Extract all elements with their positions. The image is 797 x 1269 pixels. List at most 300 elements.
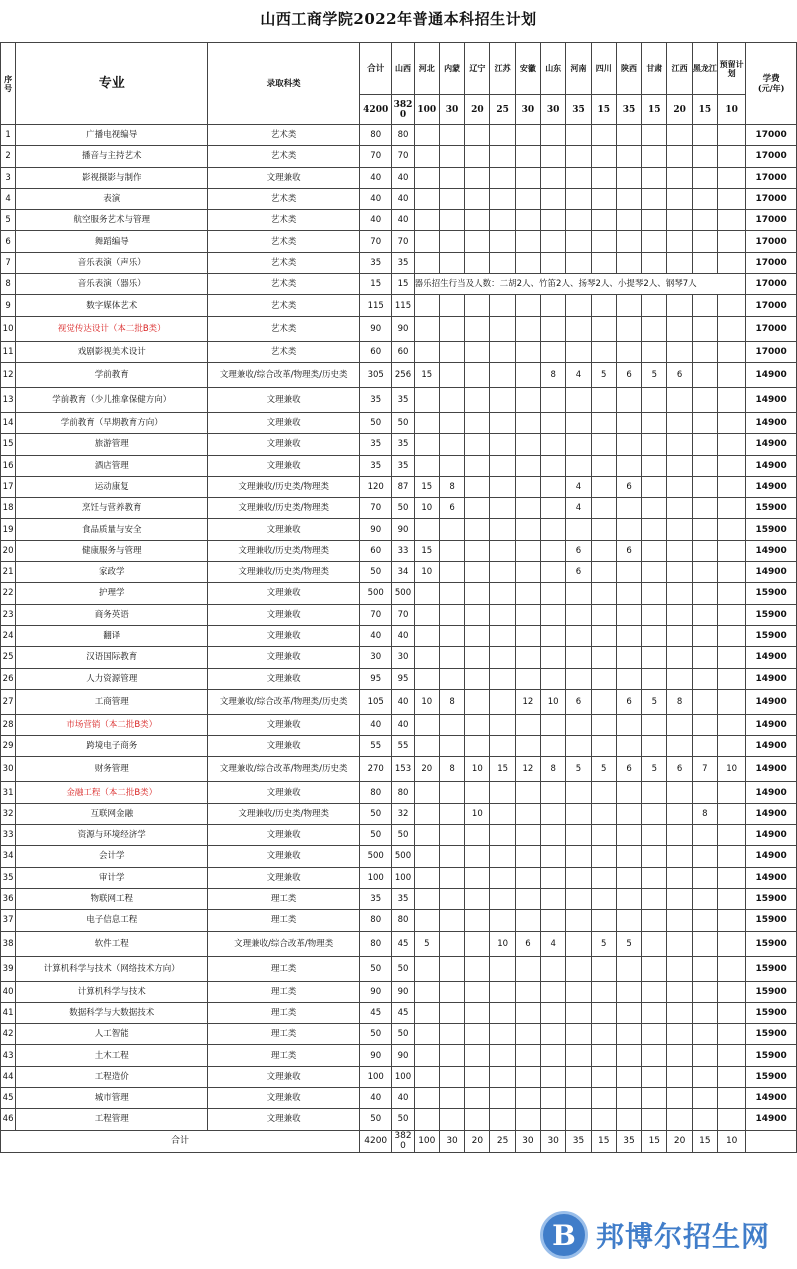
row-category: 文理兼收 xyxy=(208,825,360,846)
row-province-value: 50 xyxy=(392,1109,414,1130)
row-tuition: 17000 xyxy=(746,316,797,341)
row-province-value xyxy=(718,295,746,316)
row-total: 70 xyxy=(360,604,392,625)
row-province-value xyxy=(465,316,490,341)
row-province-value xyxy=(541,668,566,689)
row-province-value xyxy=(616,583,641,604)
row-province-value: 4 xyxy=(541,931,566,956)
header-province-value: 20 xyxy=(667,95,692,125)
row-province-value xyxy=(490,1109,515,1130)
row-province-value xyxy=(718,1024,746,1045)
row-province-value xyxy=(591,295,616,316)
row-province-value: 70 xyxy=(392,231,414,252)
row-major: 汉语国际教育 xyxy=(16,647,208,668)
row-province-value xyxy=(541,956,566,981)
row-province-value xyxy=(439,931,464,956)
row-province-value xyxy=(541,1024,566,1045)
row-province-value xyxy=(490,867,515,888)
table-row xyxy=(1,714,797,735)
row-province-value: 50 xyxy=(392,498,414,519)
row-province-value xyxy=(591,981,616,1002)
row-province-value xyxy=(414,714,439,735)
row-province-value xyxy=(642,625,667,646)
row-province-value xyxy=(718,647,746,668)
row-province-value xyxy=(490,362,515,387)
row-province-value xyxy=(414,647,439,668)
row-province-value xyxy=(414,910,439,931)
row-province-value xyxy=(616,803,641,824)
row-province-value xyxy=(591,736,616,757)
row-province-value: 40 xyxy=(392,714,414,735)
row-province-value xyxy=(591,341,616,362)
row-total: 40 xyxy=(360,188,392,209)
row-province-value xyxy=(642,476,667,497)
row-province-value xyxy=(591,714,616,735)
row-province-value xyxy=(591,803,616,824)
row-total: 90 xyxy=(360,316,392,341)
row-province-value: 32 xyxy=(392,803,414,824)
row-major: 学前教育（少儿推拿保健方向） xyxy=(16,387,208,412)
row-province-value xyxy=(692,825,717,846)
table-row xyxy=(1,736,797,757)
row-province-value xyxy=(667,1066,692,1087)
row-province-value xyxy=(541,540,566,561)
row-province-value xyxy=(566,668,591,689)
row-province-value xyxy=(692,295,717,316)
row-province-value: 5 xyxy=(616,931,641,956)
row-province-value xyxy=(515,341,540,362)
table-body xyxy=(1,125,797,1153)
row-total: 60 xyxy=(360,341,392,362)
row-province-value xyxy=(541,455,566,476)
row-major: 人力资源管理 xyxy=(16,668,208,689)
row-province-value xyxy=(541,476,566,497)
row-province-value xyxy=(566,412,591,433)
row-province-value xyxy=(692,562,717,583)
row-category: 文理兼收/历史类/物理类 xyxy=(208,476,360,497)
row-province-value xyxy=(439,434,464,455)
row-province-value xyxy=(566,604,591,625)
row-province-value xyxy=(439,825,464,846)
row-province-value xyxy=(414,316,439,341)
row-major: 酒店管理 xyxy=(16,455,208,476)
row-category: 文理兼收/历史类/物理类 xyxy=(208,498,360,519)
row-major: 人工智能 xyxy=(16,1024,208,1045)
row-major: 翻译 xyxy=(16,625,208,646)
total-province-value: 30 xyxy=(541,1130,566,1152)
row-province-value xyxy=(515,846,540,867)
row-province-value xyxy=(414,956,439,981)
row-province-value xyxy=(566,210,591,231)
header-province: 预留计划 xyxy=(718,43,746,95)
row-province-value xyxy=(692,888,717,909)
row-province-value xyxy=(616,412,641,433)
row-province-value xyxy=(541,604,566,625)
table-row xyxy=(1,188,797,209)
row-province-value xyxy=(414,736,439,757)
total-province-value: 15 xyxy=(591,1130,616,1152)
row-province-value xyxy=(692,387,717,412)
row-province-value: 5 xyxy=(591,362,616,387)
row-province-value xyxy=(692,668,717,689)
row-province-value xyxy=(642,519,667,540)
row-province-value xyxy=(439,252,464,273)
row-seq: 38 xyxy=(1,931,16,956)
row-major: 会计学 xyxy=(16,846,208,867)
row-total: 35 xyxy=(360,455,392,476)
row-tuition: 14900 xyxy=(746,736,797,757)
row-province-value xyxy=(490,910,515,931)
row-province-value xyxy=(490,803,515,824)
row-province-value: 35 xyxy=(392,387,414,412)
row-province-value xyxy=(566,1066,591,1087)
row-province-value xyxy=(439,956,464,981)
row-category: 文理兼收/综合改革/物理类/历史类 xyxy=(208,362,360,387)
header-province: 陕西 xyxy=(616,43,641,95)
watermark-logo-icon: B xyxy=(540,1211,588,1259)
row-province-value xyxy=(439,1002,464,1023)
row-total: 40 xyxy=(360,714,392,735)
row-province-value xyxy=(465,498,490,519)
row-province-value xyxy=(616,910,641,931)
table-row xyxy=(1,341,797,362)
row-tuition: 17000 xyxy=(746,274,797,295)
row-province-value xyxy=(566,1002,591,1023)
row-province-value xyxy=(718,434,746,455)
row-major: 家政学 xyxy=(16,562,208,583)
row-province-value xyxy=(439,1024,464,1045)
row-province-value xyxy=(465,125,490,146)
row-province-value xyxy=(591,867,616,888)
row-province-value xyxy=(718,146,746,167)
row-category: 艺术类 xyxy=(208,316,360,341)
header-province-value: 15 xyxy=(642,95,667,125)
row-province-value xyxy=(541,434,566,455)
row-province-value xyxy=(692,736,717,757)
row-province-value xyxy=(490,1002,515,1023)
header-province: 黑龙江 xyxy=(692,43,717,95)
row-province-value xyxy=(439,736,464,757)
row-seq: 25 xyxy=(1,647,16,668)
row-category: 文理兼收 xyxy=(208,455,360,476)
row-province-value xyxy=(515,583,540,604)
row-province-value xyxy=(692,1045,717,1066)
row-total: 60 xyxy=(360,540,392,561)
row-category: 理工类 xyxy=(208,1045,360,1066)
row-province-value xyxy=(616,1024,641,1045)
table-row xyxy=(1,146,797,167)
row-total: 45 xyxy=(360,1002,392,1023)
row-total: 50 xyxy=(360,1109,392,1130)
row-province-value xyxy=(566,910,591,931)
row-major: 资源与环境经济学 xyxy=(16,825,208,846)
row-province-value xyxy=(541,888,566,909)
row-major: 计算机科学与技术 xyxy=(16,981,208,1002)
row-seq: 45 xyxy=(1,1087,16,1108)
row-total: 35 xyxy=(360,888,392,909)
row-province-value: 5 xyxy=(591,931,616,956)
row-province-value xyxy=(616,210,641,231)
row-total: 270 xyxy=(360,757,392,782)
row-province-value xyxy=(515,252,540,273)
table-row xyxy=(1,604,797,625)
watermark-text: 邦博尔招生网 xyxy=(596,1220,771,1253)
row-category: 文理兼收 xyxy=(208,647,360,668)
row-province-value xyxy=(667,1024,692,1045)
row-province-value xyxy=(718,412,746,433)
row-major: 数字媒体艺术 xyxy=(16,295,208,316)
row-tuition: 15900 xyxy=(746,1002,797,1023)
total-province-value: 10 xyxy=(718,1130,746,1152)
row-province-value xyxy=(667,540,692,561)
row-province-value xyxy=(616,252,641,273)
row-province-value xyxy=(515,188,540,209)
row-province-value xyxy=(465,888,490,909)
row-province-value xyxy=(642,867,667,888)
row-tuition: 15900 xyxy=(746,1045,797,1066)
row-province-value xyxy=(465,1024,490,1045)
row-province-value: 15 xyxy=(414,476,439,497)
header-province: 河南 xyxy=(566,43,591,95)
row-province-value: 45 xyxy=(392,931,414,956)
row-province-value xyxy=(490,1087,515,1108)
row-seq: 34 xyxy=(1,846,16,867)
row-province-value xyxy=(642,1087,667,1108)
row-seq: 11 xyxy=(1,341,16,362)
row-province-value xyxy=(642,210,667,231)
row-province-value: 6 xyxy=(667,362,692,387)
table-row xyxy=(1,167,797,188)
row-category: 文理兼收 xyxy=(208,412,360,433)
row-tuition: 17000 xyxy=(746,231,797,252)
row-province-value: 35 xyxy=(392,888,414,909)
row-province-value xyxy=(515,387,540,412)
row-tuition: 14900 xyxy=(746,825,797,846)
row-province-value xyxy=(692,782,717,803)
row-major: 互联网金融 xyxy=(16,803,208,824)
row-tuition: 14900 xyxy=(746,362,797,387)
row-total: 50 xyxy=(360,956,392,981)
row-province-value xyxy=(515,803,540,824)
row-province-value xyxy=(566,295,591,316)
row-province-value xyxy=(414,387,439,412)
row-province-value xyxy=(642,981,667,1002)
row-province-value xyxy=(718,1087,746,1108)
row-total: 55 xyxy=(360,736,392,757)
row-province-value xyxy=(465,782,490,803)
row-province-value: 70 xyxy=(392,146,414,167)
row-province-value xyxy=(439,714,464,735)
row-province-value xyxy=(642,167,667,188)
table-row xyxy=(1,647,797,668)
total-tuition-empty xyxy=(746,1130,797,1152)
row-total: 500 xyxy=(360,583,392,604)
row-province-value xyxy=(667,647,692,668)
header-province-value: 25 xyxy=(490,95,515,125)
row-province-value xyxy=(692,476,717,497)
row-province-value xyxy=(591,1066,616,1087)
row-province-value xyxy=(439,1109,464,1130)
row-province-value xyxy=(667,668,692,689)
row-province-value xyxy=(591,1045,616,1066)
row-province-value xyxy=(515,412,540,433)
row-province-value xyxy=(642,1066,667,1087)
row-province-value xyxy=(414,295,439,316)
row-province-value xyxy=(566,455,591,476)
row-major: 戏剧影视美术设计 xyxy=(16,341,208,362)
row-province-value xyxy=(692,910,717,931)
row-province-value xyxy=(718,188,746,209)
row-category: 理工类 xyxy=(208,910,360,931)
row-province-value xyxy=(465,910,490,931)
row-tuition: 15900 xyxy=(746,498,797,519)
row-province-value xyxy=(541,146,566,167)
row-province-value xyxy=(667,910,692,931)
row-total: 80 xyxy=(360,931,392,956)
table-row xyxy=(1,689,797,714)
row-province-value xyxy=(642,1024,667,1045)
row-tuition: 14900 xyxy=(746,455,797,476)
row-province-value: 7 xyxy=(692,757,717,782)
row-seq: 14 xyxy=(1,412,16,433)
row-province-value xyxy=(616,498,641,519)
row-province-value xyxy=(490,341,515,362)
row-province-value xyxy=(718,668,746,689)
header-province: 江西 xyxy=(667,43,692,95)
row-province-value xyxy=(439,295,464,316)
row-category: 理工类 xyxy=(208,981,360,1002)
header-province-value: 100 xyxy=(414,95,439,125)
row-province-value xyxy=(439,910,464,931)
row-province-value: 115 xyxy=(392,295,414,316)
row-province-value: 500 xyxy=(392,583,414,604)
row-province-value xyxy=(515,981,540,1002)
row-total: 15 xyxy=(360,274,392,295)
row-province-value xyxy=(616,125,641,146)
header-province-value: 30 xyxy=(541,95,566,125)
row-category: 文理兼收/综合改革/物理类/历史类 xyxy=(208,689,360,714)
row-province-value: 35 xyxy=(392,434,414,455)
table-row xyxy=(1,981,797,1002)
table-row xyxy=(1,668,797,689)
row-province-value xyxy=(515,782,540,803)
row-province-value: 100 xyxy=(392,1066,414,1087)
header-province: 山东 xyxy=(541,43,566,95)
row-province-value xyxy=(465,1109,490,1130)
row-province-value xyxy=(465,167,490,188)
row-province-value xyxy=(515,736,540,757)
row-province-value: 6 xyxy=(515,931,540,956)
row-tuition: 17000 xyxy=(746,341,797,362)
row-province-value xyxy=(515,231,540,252)
row-province-value xyxy=(591,825,616,846)
row-province-value xyxy=(490,167,515,188)
row-province-value xyxy=(591,540,616,561)
row-province-value: 20 xyxy=(414,757,439,782)
row-province-value xyxy=(414,583,439,604)
row-province-value xyxy=(414,625,439,646)
row-total: 70 xyxy=(360,146,392,167)
row-province-value xyxy=(541,252,566,273)
row-province-value: 70 xyxy=(392,604,414,625)
row-province-value xyxy=(667,316,692,341)
row-seq: 7 xyxy=(1,252,16,273)
row-category: 文理兼收 xyxy=(208,1066,360,1087)
row-province-value xyxy=(490,689,515,714)
row-province-value: 5 xyxy=(642,362,667,387)
row-province-value xyxy=(414,1002,439,1023)
header-province: 江苏 xyxy=(490,43,515,95)
row-province-value xyxy=(718,455,746,476)
row-province-value xyxy=(591,167,616,188)
row-province-value xyxy=(566,583,591,604)
row-province-value: 6 xyxy=(616,540,641,561)
row-province-value xyxy=(616,1002,641,1023)
row-major: 表演 xyxy=(16,188,208,209)
row-province-value xyxy=(718,1066,746,1087)
row-province-value xyxy=(465,476,490,497)
row-province-value: 87 xyxy=(392,476,414,497)
table-row xyxy=(1,910,797,931)
row-province-value: 40 xyxy=(392,167,414,188)
row-category: 文理兼收 xyxy=(208,1109,360,1130)
row-province-value xyxy=(490,846,515,867)
row-province-value xyxy=(490,125,515,146)
row-total: 50 xyxy=(360,1024,392,1045)
row-province-value: 30 xyxy=(392,647,414,668)
row-category: 文理兼收/综合改革/物理类 xyxy=(208,931,360,956)
row-province-value xyxy=(515,167,540,188)
row-province-value xyxy=(414,782,439,803)
row-total: 40 xyxy=(360,167,392,188)
row-province-value xyxy=(591,188,616,209)
row-tuition: 17000 xyxy=(746,167,797,188)
row-major: 计算机科学与技术（网络技术方向） xyxy=(16,956,208,981)
header-province-value: 35 xyxy=(566,95,591,125)
row-province-value xyxy=(718,689,746,714)
row-seq: 39 xyxy=(1,956,16,981)
row-province-value xyxy=(692,188,717,209)
row-province-value xyxy=(515,1109,540,1130)
row-province-value xyxy=(591,668,616,689)
row-province-value xyxy=(718,519,746,540)
row-province-value: 34 xyxy=(392,562,414,583)
row-province-value xyxy=(490,476,515,497)
table-row xyxy=(1,562,797,583)
row-province-value xyxy=(591,210,616,231)
row-province-value: 100 xyxy=(392,867,414,888)
row-province-value xyxy=(692,647,717,668)
row-province-value xyxy=(718,910,746,931)
row-province-value: 8 xyxy=(439,689,464,714)
row-province-value: 60 xyxy=(392,341,414,362)
row-total: 40 xyxy=(360,210,392,231)
row-province-value: 8 xyxy=(541,362,566,387)
row-province-value: 256 xyxy=(392,362,414,387)
row-province-value xyxy=(465,412,490,433)
row-province-value: 5 xyxy=(566,757,591,782)
row-seq: 5 xyxy=(1,210,16,231)
row-province-value: 5 xyxy=(414,931,439,956)
row-province-value xyxy=(667,434,692,455)
row-seq: 18 xyxy=(1,498,16,519)
row-province-value xyxy=(642,412,667,433)
row-province-value xyxy=(541,125,566,146)
row-tuition: 14900 xyxy=(746,412,797,433)
row-seq: 35 xyxy=(1,867,16,888)
row-province-value xyxy=(591,1002,616,1023)
row-province-value xyxy=(541,341,566,362)
